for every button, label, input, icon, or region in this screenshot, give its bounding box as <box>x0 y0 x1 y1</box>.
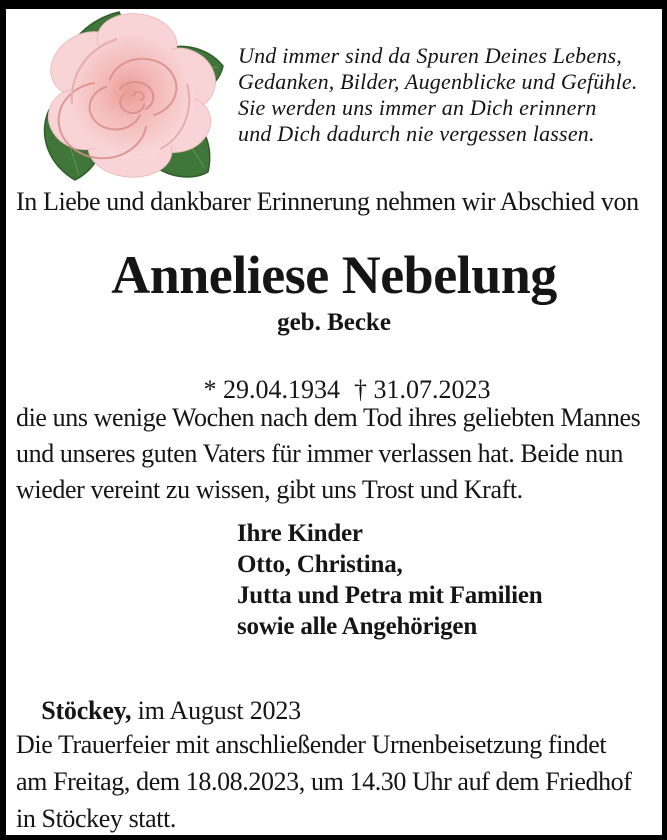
poem-line: Und immer sind da Spuren Deines Lebens, <box>238 43 623 68</box>
poem-line: Gedanken, Bilder, Augenblicke und Gefühle. <box>238 69 638 94</box>
rose-image <box>22 9 230 186</box>
obituary-text-line: und unseres guten Vaters für immer verlassen hat. Beide nun <box>16 439 623 468</box>
memorial-poem <box>238 43 638 147</box>
funeral-info-line: am Freitag, dem 18.08.2023, um 14.30 Uhr auf dem Friedhof <box>16 767 632 796</box>
intro-line: In Liebe und dankbarer Erinnerung nehmen wir Abschied von <box>16 187 639 216</box>
funeral-info-line: Die Trauerfeier mit anschließender Urnenbeisetzung findet <box>16 730 607 759</box>
mourners-line: Jutta und Petra mit Familien <box>237 582 543 609</box>
obituary-text-line: die uns wenige Wochen nach dem Tod ihres geliebten Mannes <box>16 403 641 432</box>
mourners-line: sowie alle Angehörigen <box>237 613 478 640</box>
funeral-info-line: in Stöckey statt. <box>16 804 177 833</box>
dateline-date: im August 2023 <box>131 696 301 725</box>
deceased-name: Anneliese Nebelung <box>111 245 557 305</box>
mourners-block <box>237 518 542 642</box>
obituary-text-line: wieder vereint zu wissen, gibt uns Trost und Kraft. <box>16 475 523 504</box>
funeral-info <box>16 726 632 837</box>
death-date: † 31.07.2023 <box>354 375 491 404</box>
obituary-text <box>16 400 640 508</box>
mourners-line: Otto, Christina, <box>237 551 403 578</box>
poem-line: Sie werden uns immer an Dich erinnern <box>238 95 597 120</box>
place: Stöckey, <box>41 696 132 725</box>
maiden-name: geb. Becke <box>277 309 391 336</box>
poem-line: und Dich dadurch nie vergessen lassen. <box>238 121 595 146</box>
mourners-heading: Ihre Kinder <box>237 520 363 547</box>
birth-date: * 29.04.1934 <box>203 375 340 404</box>
